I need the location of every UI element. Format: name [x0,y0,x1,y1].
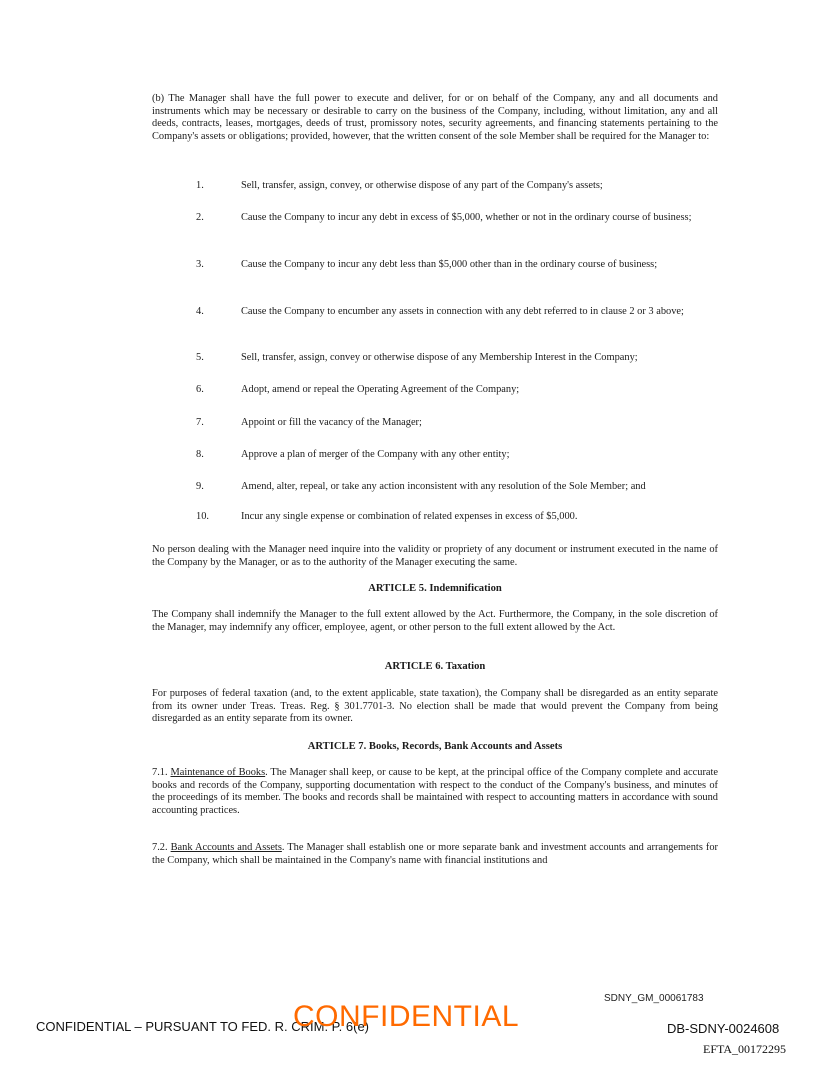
list-item-text: Amend, alter, repeal, or take any action inconsistent with any resolution of the Sole Member; and [241,481,646,492]
db-sdny-bates-number: DB-SDNY-0024608 [667,1021,780,1036]
list-item-number: 4. [196,306,204,317]
list-item-number: 8. [196,449,204,460]
no-person-paragraph: No person dealing with the Manager need inquire into the validity or propriety of any document or instrument executed in the name of the Company by the Manager, or as to the authority of the Manager executing the same. [152,544,718,568]
confidential-notice: CONFIDENTIAL – PURSUANT TO FED. R. CRIM. P. 6(e) [36,1019,370,1034]
list-item-text: Adopt, amend or repeal the Operating Agreement of the Company; [241,384,520,395]
article5-text: The Company shall indemnify the Manager to the full extent allowed by the Act. Furthermore, the Company, in the sole discretion of the Manager, may indemnify any officer, employee, agent, or other person to the full extent allowed by the Act. [152,609,718,633]
list-item-text: Incur any single expense or combination of related expenses in excess of $5,000. [241,511,578,522]
intro-paragraph: (b) The Manager shall have the full power to execute and deliver, for or on behalf of the Company, any and all documents and instruments which may be necessary or desirable to carry on the business of the Company, including, without limitation, any and all deeds, contracts, leases, mortgages, deeds of trust, promissory notes, security agreements, and financing statements pertaining to the Company's assets or obligations; provided, however, that the written consent of the sole Member shall be required for the Manager to: [152,93,718,142]
article7-heading: ARTICLE 7. Books, Records, Bank Accounts and Assets [307,741,563,752]
list-item-text: Sell, transfer, assign, convey or otherwise dispose of any Membership Interest in the Company; [241,352,638,363]
list-item-number: 6. [196,384,204,395]
list-item-text: Sell, transfer, assign, convey, or otherwise dispose of any part of the Company's assets; [241,180,603,191]
section-7-1-prefix: 7.1. [152,767,171,778]
efta-bates-number: EFTA_00172295 [703,1042,787,1056]
list-item-number: 2. [196,212,204,223]
list-item-text: Appoint or fill the vacancy of the Manager; [241,417,422,428]
list-item-number: 7. [196,417,204,428]
section-7-2-text: . The Manager shall establish one or more separate bank and investment accounts and arrangements for the Company, which shall be maintained in the Company's name with financial institutions and [152,842,719,866]
list-item-number: 9. [196,481,204,492]
sdny-bates-number: SDNY_GM_00061783 [604,993,704,1004]
section-7-1-title: Maintenance of Books [170,767,266,778]
article6-heading: ARTICLE 6. Taxation [384,661,486,672]
section-7-2-title: Bank Accounts and Assets [170,842,282,853]
list-item-text: Cause the Company to encumber any assets in connection with any debt referred to in clause 2 or 3 above; [241,306,684,317]
list-item-number: 5. [196,352,204,363]
list-item-number: 1. [196,180,204,191]
confidential-stamp: CONFIDENTIAL [293,1000,520,1033]
list-item-number: 10. [196,511,209,522]
article6-text: For purposes of federal taxation (and, to the extent applicable, state taxation), the Company shall be disregarded as an entity separate from its owner under Treas. Treas. Reg. § 301.7701-3. No election shall be made that would prevent the Company from being disregarded as an entity separate from its owner. [152,688,718,724]
section-7-2 [152,842,718,867]
list-item-number: 3. [196,259,204,270]
section-7-1 [152,767,718,817]
list-item-text: Approve a plan of merger of the Company with any other entity; [241,449,510,460]
list-item-text: Cause the Company to incur any debt in excess of $5,000, whether or not in the ordinary course of business; [241,212,692,223]
section-7-1-text: . The Manager shall keep, or cause to be kept, at the principal office of the Company complete and accurate books and records of the Company, supporting documentation with respect to the conduct of the Company's business, and minutes of the proceedings of its member. The books and records shall be maintained with respect to accounting matters in accordance with sound accounting practices. [152,767,719,816]
article5-heading: ARTICLE 5. Indemnification [368,583,502,594]
list-item-text: Cause the Company to incur any debt less than $5,000 other than in the ordinary course of business; [241,259,658,270]
section-7-2-prefix: 7.2. [152,842,171,853]
